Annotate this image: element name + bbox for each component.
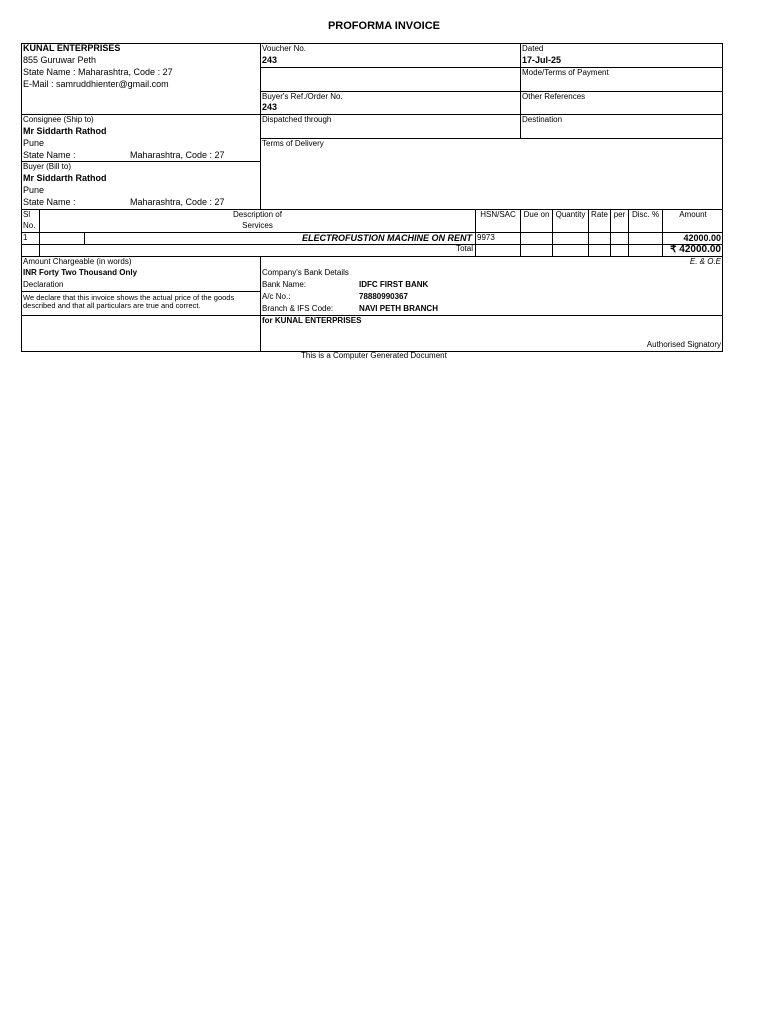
voucher-value: 243 [262,55,278,65]
dated-label: Dated [522,44,544,53]
item-description: ELECTROFUSTION MACHINE ON RENT [302,233,472,243]
consignee-state-value: Maharashtra, Code : 27 [130,150,225,160]
col-description-header-2: Services [242,221,273,230]
bank-name: IDFC FIRST BANK [359,280,429,289]
col-qty-header: Quantity [555,210,586,219]
total-label: Total [456,244,473,253]
divider [260,138,723,139]
col-disc-header: Disc. % [631,210,660,219]
authorised-signatory: Authorised Signatory [646,340,721,349]
col-amount-header: Amount [679,210,707,219]
branch-label: Branch & IFS Code: [262,304,334,313]
seller-state: State Name : Maharashtra, Code : 27 [23,67,173,77]
buyer-state-label: State Name : [23,197,76,207]
item-amount: 42000.00 [683,233,721,243]
branch-value: NAVI PETH BRANCH [359,304,438,313]
buyer-name: Mr Siddarth Rathod [23,173,107,183]
consignee-name: Mr Siddarth Rathod [23,126,107,136]
voucher-label: Voucher No. [262,44,307,53]
divider [260,67,723,68]
page-title: PROFORMA INVOICE [327,20,441,32]
dated-value: 17-Jul-25 [522,55,562,65]
divider [21,291,260,292]
buyer-label: Buyer (Bill to) [23,162,72,171]
item-hsn: 9973 [477,233,495,242]
seller-name: KUNAL ENTERPRISES [23,43,121,53]
eoe-note: E. & O.E [689,257,721,266]
divider [260,256,261,352]
destination-label: Destination [522,115,563,124]
buyer-ref-value: 243 [262,102,278,112]
item-sl: 1 [23,233,28,242]
ac-number: 78880990367 [359,292,408,301]
declaration-text: We declare that this invoice shows the actual price of the goods described and that all particulars are true and correct. [23,293,235,310]
divider [21,114,723,115]
divider [21,315,723,316]
seller-address: 855 Guruwar Peth [23,55,97,65]
for-company: for KUNAL ENTERPRISES [262,316,362,325]
declaration-label: Declaration [23,280,64,289]
col-rate-header: Rate [591,210,608,219]
col-hsn-header: HSN/SAC [480,210,516,219]
bank-name-label: Bank Name: [262,280,307,289]
footer-note: This is a Computer Generated Document [301,351,447,360]
total-value: ₹ 42000.00 [670,244,721,255]
consignee-city: Pune [23,138,45,148]
col-sl-header-2: No. [23,221,36,230]
seller-email: E-Mail : samruddhienter@gmail.com [23,79,169,89]
consignee-state-label: State Name : [23,150,76,160]
col-sl-header: Sl [23,210,31,219]
bank-details-label: Company's Bank Details [262,268,349,277]
dispatched-label: Dispatched through [262,115,332,124]
divider [520,43,521,138]
amount-words: INR Forty Two Thousand Only [23,268,138,277]
buyer-city: Pune [23,185,45,195]
col-per-header: per [613,210,626,219]
amount-words-label: Amount Chargeable (in words) [23,257,132,266]
buyer-ref-label: Buyer's Ref./Order No. [262,92,343,101]
ac-label: A/c No.: [262,292,291,301]
mode-terms-label: Mode/Terms of Payment [522,68,609,77]
divider [260,43,261,209]
consignee-label: Consignee (Ship to) [23,115,94,124]
other-refs-label: Other References [522,92,586,101]
col-due-header: Due on [523,210,550,219]
terms-delivery-label: Terms of Delivery [262,139,324,148]
buyer-state-value: Maharashtra, Code : 27 [130,197,225,207]
col-description-header: Description of [233,210,282,219]
